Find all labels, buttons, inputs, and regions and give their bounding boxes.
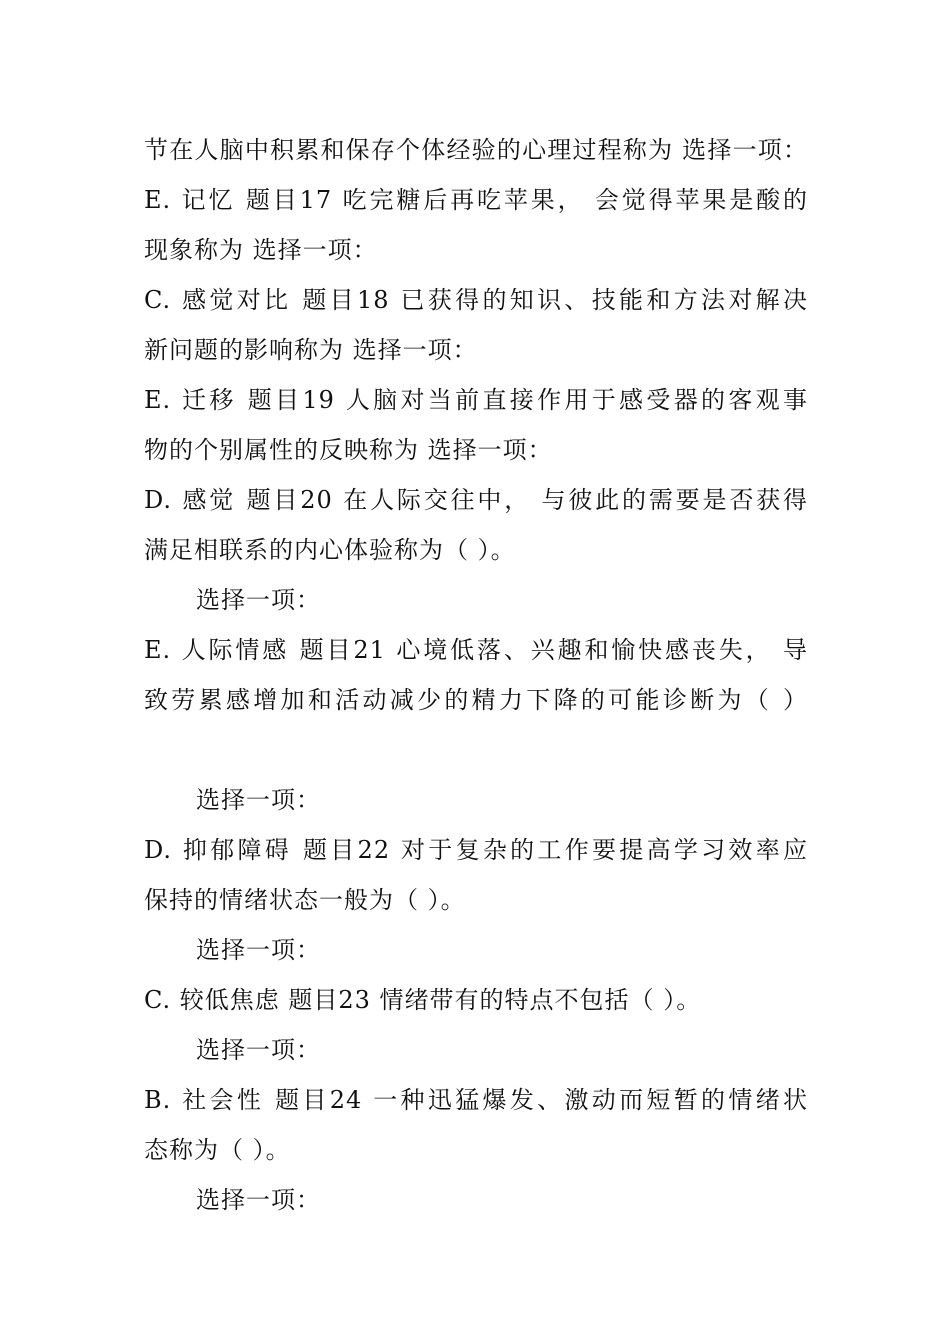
text-line: 致劳累感增加和活动减少的精力下降的可能诊断为（ ） (144, 686, 808, 714)
text-line: 态称为（ ）。 (144, 1136, 291, 1164)
text-line: B. 社会性 题目24 一种迅猛爆发、激动而短暂的情绪状 (144, 1086, 808, 1114)
text-line: 节在人脑中积累和保存个体经验的心理过程称为 选择一项： (144, 136, 808, 164)
text-line: 现象称为 选择一项： (144, 236, 378, 264)
option-prompt: 选择一项： (196, 936, 321, 964)
text-line: 保持的情绪状态一般为（ ）。 (144, 886, 466, 914)
text-line: 物的个别属性的反映称为 选择一项： (144, 436, 553, 464)
text-line: C. 感觉对比 题目18 已获得的知识、技能和方法对解决 (144, 286, 808, 314)
text-line: E. 记忆 题目17 吃完糖后再吃苹果， 会觉得苹果是酸的 (144, 186, 808, 214)
text-line: D. 抑郁障碍 题目22 对于复杂的工作要提高学习效率应 (144, 836, 808, 864)
text-line: E. 迁移 题目19 人脑对当前直接作用于感受器的客观事 (144, 386, 808, 414)
text-line: 新问题的影响称为 选择一项： (144, 336, 478, 364)
option-prompt: 选择一项： (196, 1186, 321, 1214)
text-line: D. 感觉 题目20 在人际交往中， 与彼此的需要是否获得 (144, 486, 808, 514)
text-line: 满足相联系的内心体验称为（ ）。 (144, 536, 516, 564)
option-prompt: 选择一项： (196, 1036, 321, 1064)
option-prompt: 选择一项： (196, 586, 321, 614)
text-line: E. 人际情感 题目21 心境低落、兴趣和愉快感丧失， 导 (144, 636, 808, 664)
option-prompt: 选择一项： (196, 786, 321, 814)
text-line: C. 较低焦虑 题目23 情绪带有的特点不包括（ ）。 (144, 986, 702, 1014)
